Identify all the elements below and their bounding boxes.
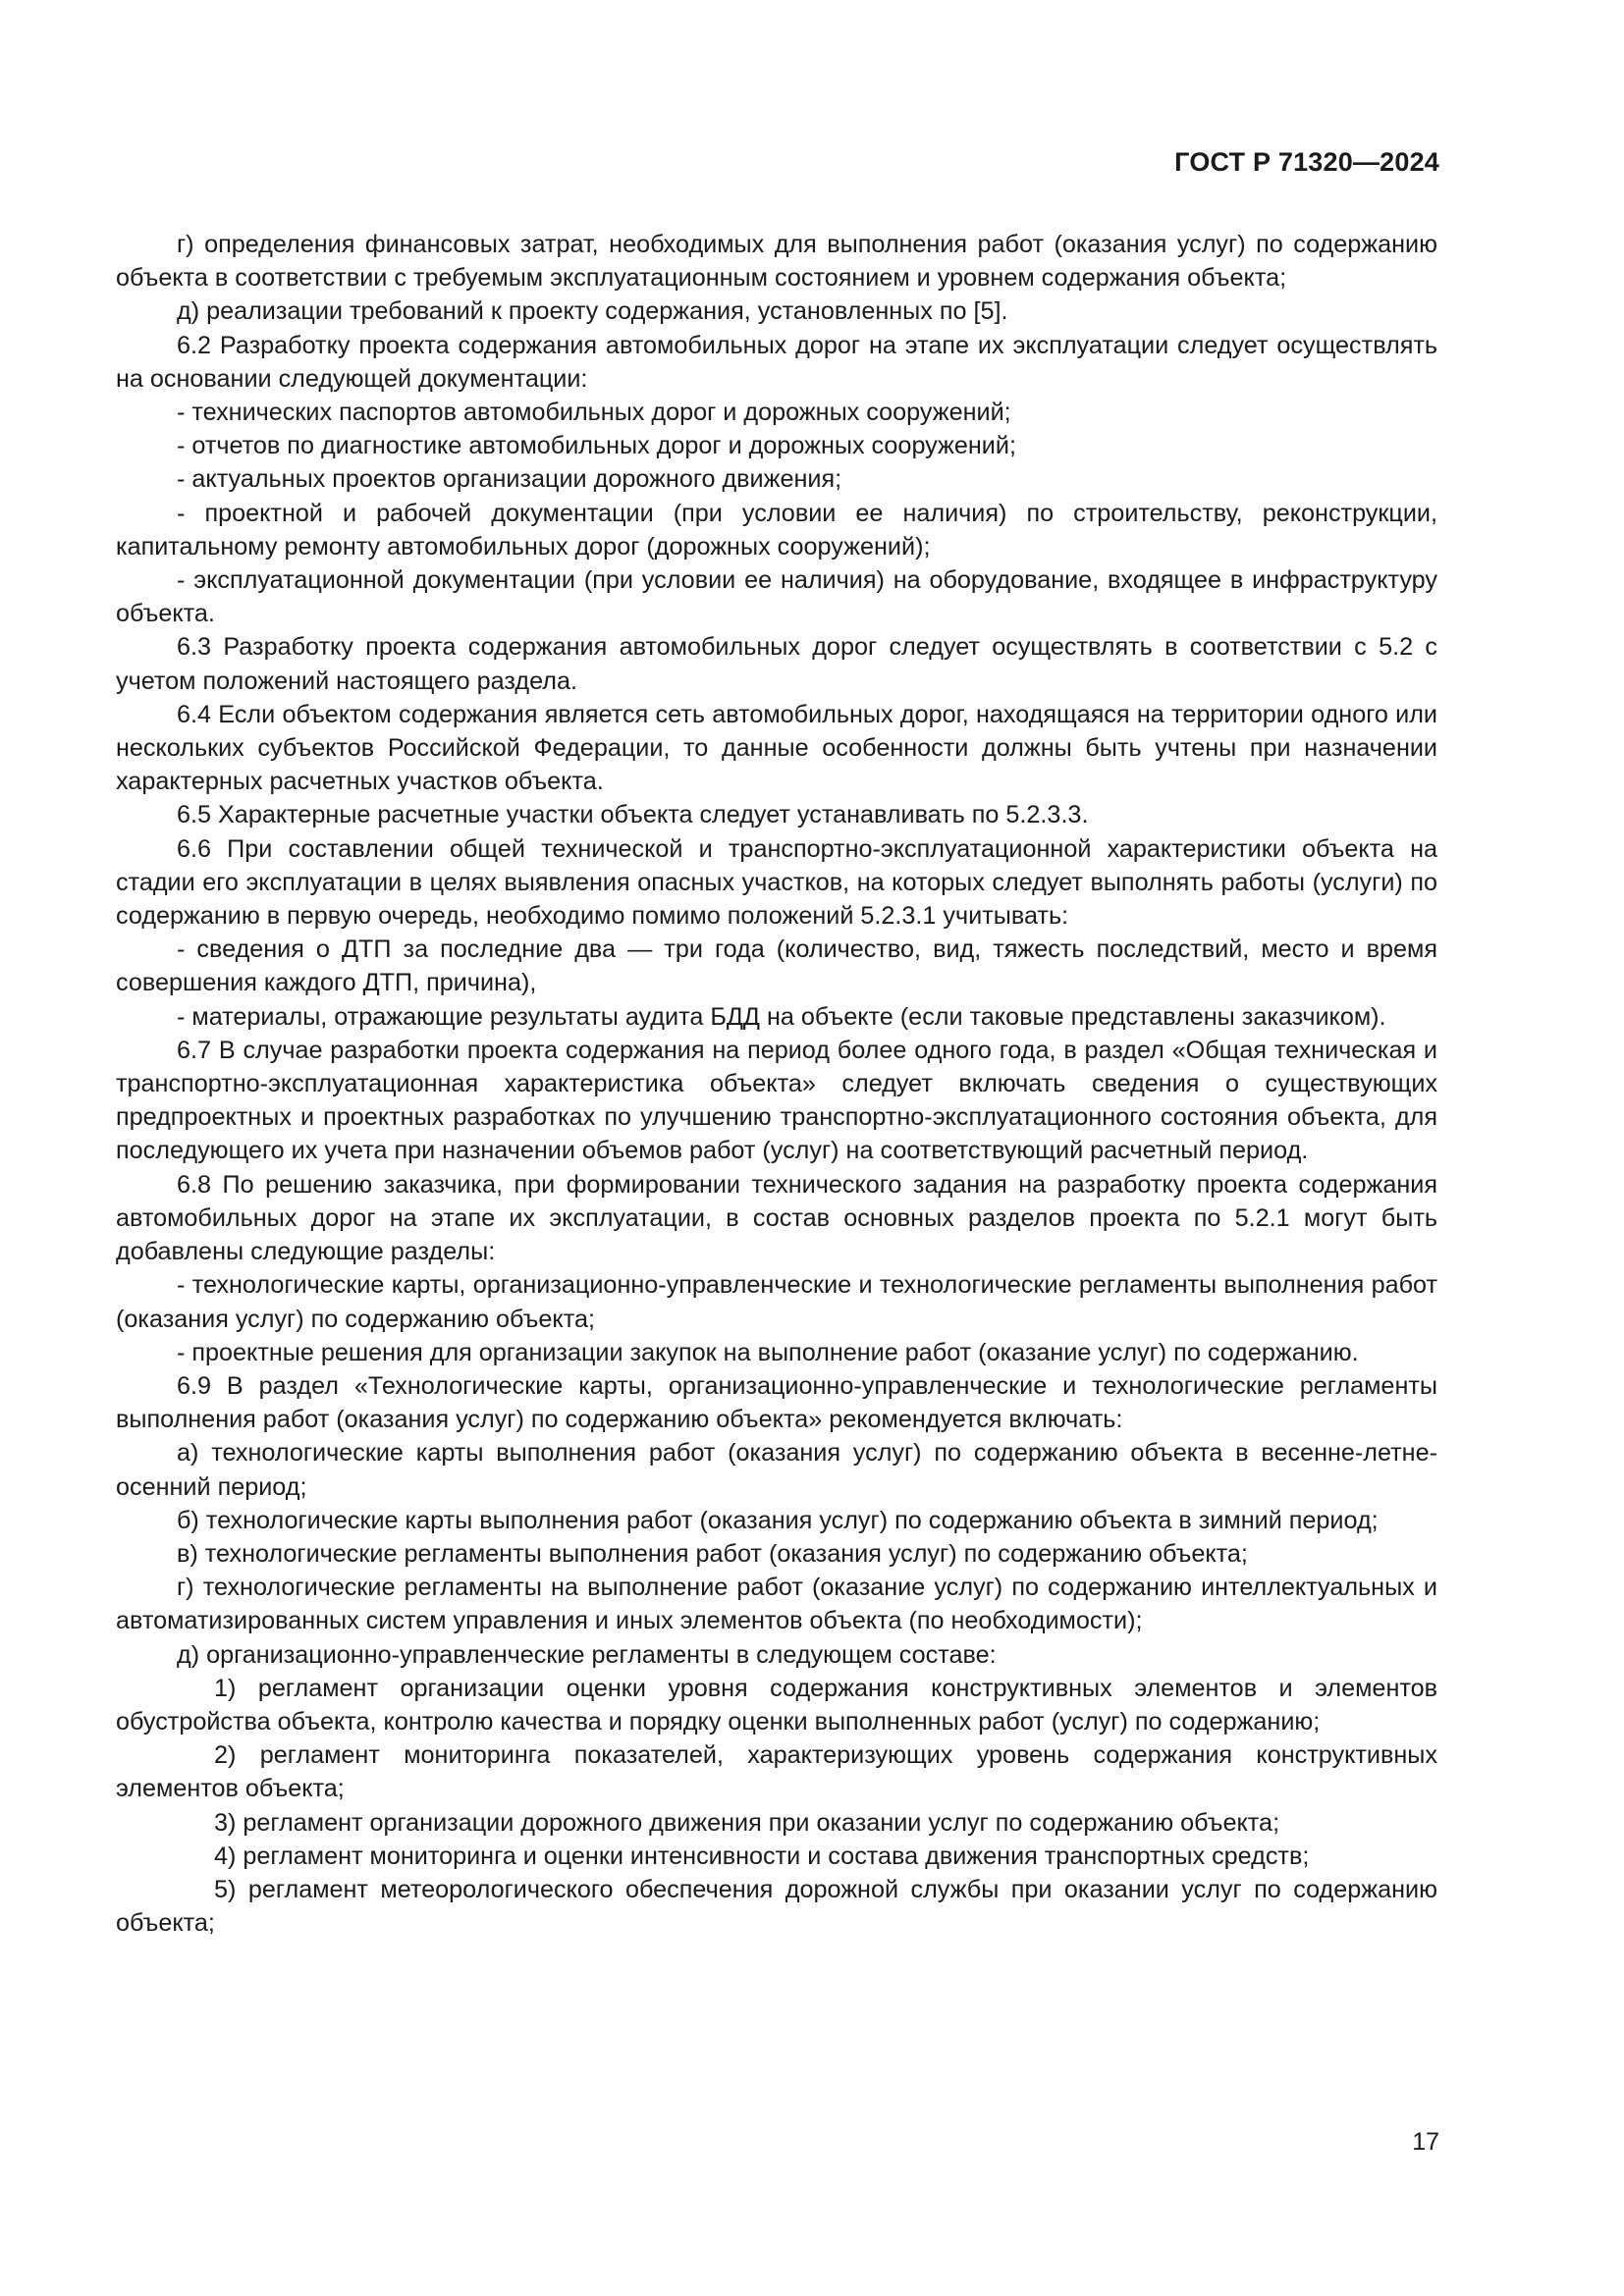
paragraph-6-9: 6.9 В раздел «Технологические карты, организационно-управленческие и технологические регламенты выполнения работ (оказания услуг) по содержанию объекта» рекомендуется включать: [116, 1371, 1437, 1434]
list-item-design-documentation: - проектной и рабочей документации (при условии ее наличия) по строительству, реконструкции, капитальному ремонту автомобильных дорог (дорожных сооружений); [116, 499, 1437, 561]
paragraph-6-6: 6.6 При составлении общей технической и транспортно-эксплуатационной характеристики объекта на стадии его эксплуатации в целях выявления опасных участков, на которых следует выполнять работы (услуги) по содержанию в первую очередь, необходимо помимо положений 5.2.3.1 учитывать: [116, 834, 1437, 931]
paragraph-6-3: 6.3 Разработку проекта содержания автомобильных дорог следует осуществлять в соответствии с 5.2 с учетом положений настоящего раздела. [116, 633, 1437, 695]
list-item-audit-materials: - материалы, отражающие результаты аудита БДД на объекте (если таковые представлены заказчиком). [177, 1002, 1386, 1031]
sub-item-2-monitoring: 2) регламент мониторинга показателей, характеризующих уровень содержания конструктивных элементов объекта; [116, 1741, 1437, 1803]
paragraph-6-7: 6.7 В случае разработки проекта содержания на период более одного года, в раздел «Общая техническая и транспортно-эксплуатационная характеристика объекта» следует включать сведения о существующих предпроектных и проектных разработках по улучшению транспортно-эксплуатационного состояния объекта, для последующего их учета при назначении объемов работ (услуг) на соответствующий расчетный период. [116, 1036, 1437, 1165]
list-item-a-spring-summer-autumn: а) технологические карты выполнения работ (оказания услуг) по содержанию объекта в весенне-летне-осенний период; [116, 1439, 1437, 1501]
paragraph-6-2: 6.2 Разработку проекта содержания автомобильных дорог на этапе их эксплуатации следует осуществлять на основании следующей документации: [116, 331, 1437, 393]
document-body [116, 228, 1437, 1940]
list-item-g-intelligent-systems: г) технологические регламенты на выполнение работ (оказание услуг) по содержанию интеллектуальных и автоматизированных систем управления и иных элементов объекта (по необходимости); [116, 1574, 1437, 1635]
list-item-procurement-solutions: - проектные решения для организации закупок на выполнение работ (оказание услуг) по содержанию. [177, 1338, 1359, 1366]
list-item-tech-passports: - технических паспортов автомобильных дорог и дорожных сооружений; [177, 399, 1011, 427]
sub-item-1-quality-control: 1) регламент организации оценки уровня содержания конструктивных элементов и элементов обустройства объекта, контролю качества и порядку оценки выполненных работ (услуг) по содержанию; [116, 1674, 1437, 1735]
paragraph-g-financial-costs: г) определения финансовых затрат, необходимых для выполнения работ (оказания услуг) по содержанию объекта в соответствии с требуемым эксплуатационным состоянием и уровнем содержания объекта; [116, 231, 1437, 293]
list-item-v-tech-regulations: в) технологические регламенты выполнения работ (оказания услуг) по содержанию объекта; [177, 1539, 1248, 1568]
sub-item-4-traffic-intensity: 4) регламент мониторинга и оценки интенсивности и состава движения транспортных средств; [214, 1842, 1310, 1870]
list-item-diagnostics-reports: - отчетов по диагностике автомобильных дорог и дорожных сооружений; [177, 432, 1016, 460]
list-item-tech-cards: - технологические карты, организационно-управленческие и технологические регламенты выполнения работ (оказания услуг) по содержанию объекта; [116, 1271, 1437, 1333]
list-item-b-winter: б) технологические карты выполнения работ (оказания услуг) по содержанию объекта в зимний период; [177, 1506, 1379, 1534]
sub-item-5-meteorological: 5) регламент метеорологического обеспечения дорожной службы при оказании услуг по содержанию объекта; [116, 1875, 1437, 1938]
paragraph-d-project-requirements: д) реализации требований к проекту содержания, установленных по [5]. [177, 297, 1008, 326]
sub-item-3-traffic-organization: 3) регламент организации дорожного движения при оказании услуг по содержанию объекта; [214, 1808, 1280, 1837]
list-item-operational-documentation: - эксплуатационной документации (при условии ее наличия) на оборудование, входящее в инфраструктуру объекта. [116, 566, 1437, 628]
list-item-d-management-regulations: д) организационно-управленческие регламенты в следующем составе: [177, 1640, 997, 1669]
page-number: 17 [1412, 2128, 1439, 2156]
paragraph-6-8: 6.8 По решению заказчика, при формировании технического задания на разработку проекта содержания автомобильных дорог на этапе их эксплуатации, в состав основных разделов проекта по 5.2.1 могут быть добавлены следующие разделы: [116, 1170, 1437, 1266]
document-code-header: ГОСТ Р 71320—2024 [1174, 147, 1439, 177]
paragraph-6-5: 6.5 Характерные расчетные участки объекта следует устанавливать по 5.2.3.3. [177, 801, 1089, 829]
paragraph-6-4: 6.4 Если объектом содержания является сеть автомобильных дорог, находящаяся на территории одного или нескольких субъектов Российской Федерации, то данные особенности должны быть учтены при назначении характерных расчетных участков объекта. [116, 700, 1437, 796]
list-item-traffic-projects: - актуальных проектов организации дорожного движения; [177, 465, 842, 494]
list-item-accident-data: - сведения о ДТП за последние два — три года (количество, вид, тяжесть последствий, место и время совершения каждого ДТП, причина), [116, 935, 1437, 997]
